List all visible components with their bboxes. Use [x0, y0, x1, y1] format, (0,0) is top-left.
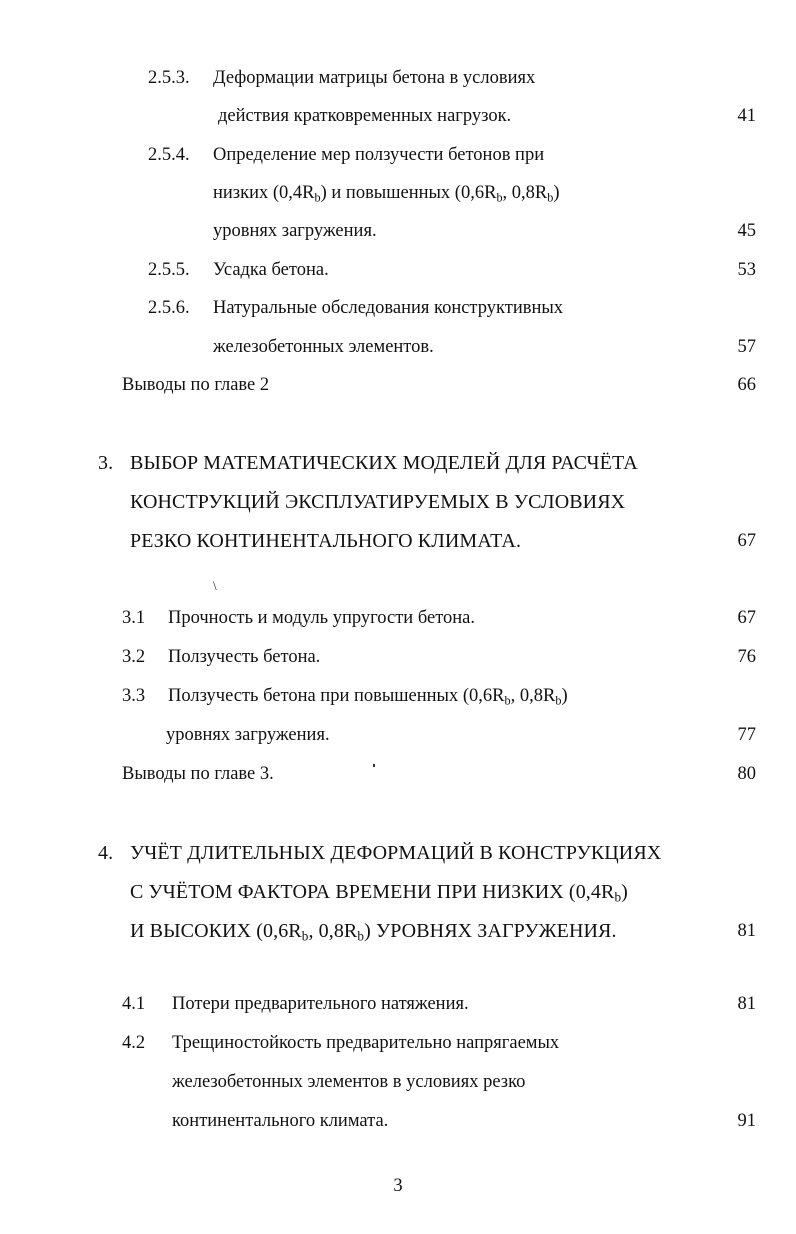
section-title-line: железобетонных элементов в условиях резко [172, 1072, 526, 1092]
section-title-line: низких $(0,4R_b)$ и повышенных ($0,6R_b$, $0,8R_b$) [213, 183, 560, 205]
chapter-title-line: РЕЗКО КОНТИНЕНТАЛЬНОГО КЛИМАТА. [130, 530, 522, 552]
page-number: 67 [737, 531, 756, 551]
section-number: 3.2 [122, 647, 146, 667]
page-number: 81 [737, 921, 756, 941]
section-title: Усадка бетона. [213, 260, 329, 280]
section-number: 2.5.3. [148, 68, 190, 88]
section-number: 3.3 [122, 686, 146, 706]
section-number: 4.1 [122, 994, 146, 1014]
section-number: 2.5.4. [148, 145, 190, 165]
section-title-line: Деформации матрицы бетона в условиях [213, 68, 536, 88]
section-number: 4.2 [122, 1033, 146, 1053]
page-number: 41 [737, 106, 756, 126]
section-title-line: Натуральные обследования конструктивных [213, 298, 564, 318]
section-title: Потери предварительного натяжения. [172, 994, 469, 1014]
page-number: 77 [737, 725, 756, 745]
section-title-line: железобетонных элементов. [213, 337, 434, 357]
section-number: 2.5.5. [148, 260, 190, 280]
section-title-line: уровнях загружения. [166, 725, 330, 745]
chapter-title-line: ВЫБОР МАТЕМАТИЧЕСКИХ МОДЕЛЕЙ ДЛЯ РАСЧЁТА [130, 452, 638, 474]
page-number: 81 [737, 994, 756, 1014]
section-title-line: действия кратковременных нагрузок. [218, 106, 512, 126]
chapter-title-line: И ВЫСОКИХ ($0,6R_b$, $0,8R_b$) УРОВНЯХ ЗАГРУЖЕНИЯ. [130, 920, 617, 944]
page-number: 66 [737, 375, 756, 395]
section-title-line: Определение мер ползучести бетонов при [213, 145, 545, 165]
chapter-title-line: УЧЁТ ДЛИТЕЛЬНЫХ ДЕФОРМАЦИЙ В КОНСТРУКЦИЯХ [130, 842, 662, 864]
section-title: Ползучесть бетона. [168, 647, 321, 667]
chapter-number: 3. [98, 452, 114, 474]
page-number: 67 [737, 608, 756, 628]
chapter-title-line: С УЧЁТОМ ФАКТОРА ВРЕМЕНИ ПРИ НИЗКИХ $(0,4R_b)$ [130, 881, 628, 905]
page-number: 80 [737, 764, 756, 784]
section-title-line: континентального климата. [172, 1111, 389, 1131]
section-title-line: уровнях загружения. [213, 221, 377, 241]
section-number: 3.1 [122, 608, 146, 628]
page-number: 57 [737, 337, 756, 357]
section-number: 2.5.6. [148, 298, 190, 318]
footer-page-number: 3 [393, 1176, 403, 1196]
page-number: 76 [737, 647, 756, 667]
page-number: 45 [737, 221, 756, 241]
section-title: Выводы по главе 2 [122, 375, 270, 395]
chapter-number: 4. [98, 842, 114, 864]
section-title-line: Трещиностойкость предварительно напрягаемых [172, 1033, 560, 1053]
stray-mark: \ [213, 578, 217, 593]
page-number: 53 [737, 260, 756, 280]
section-title-line: Ползучесть бетона при повышенных ($0,6R_b$, $0,8R_b$) [168, 686, 568, 708]
speck [373, 764, 375, 767]
chapter-title-line: КОНСТРУКЦИЙ ЭКСПЛУАТИРУЕМЫХ В УСЛОВИЯХ [130, 491, 626, 513]
page-number: 91 [737, 1111, 756, 1131]
section-title: Выводы по главе 3. [122, 764, 274, 784]
section-title: Прочность и модуль упругости бетона. [168, 608, 476, 628]
